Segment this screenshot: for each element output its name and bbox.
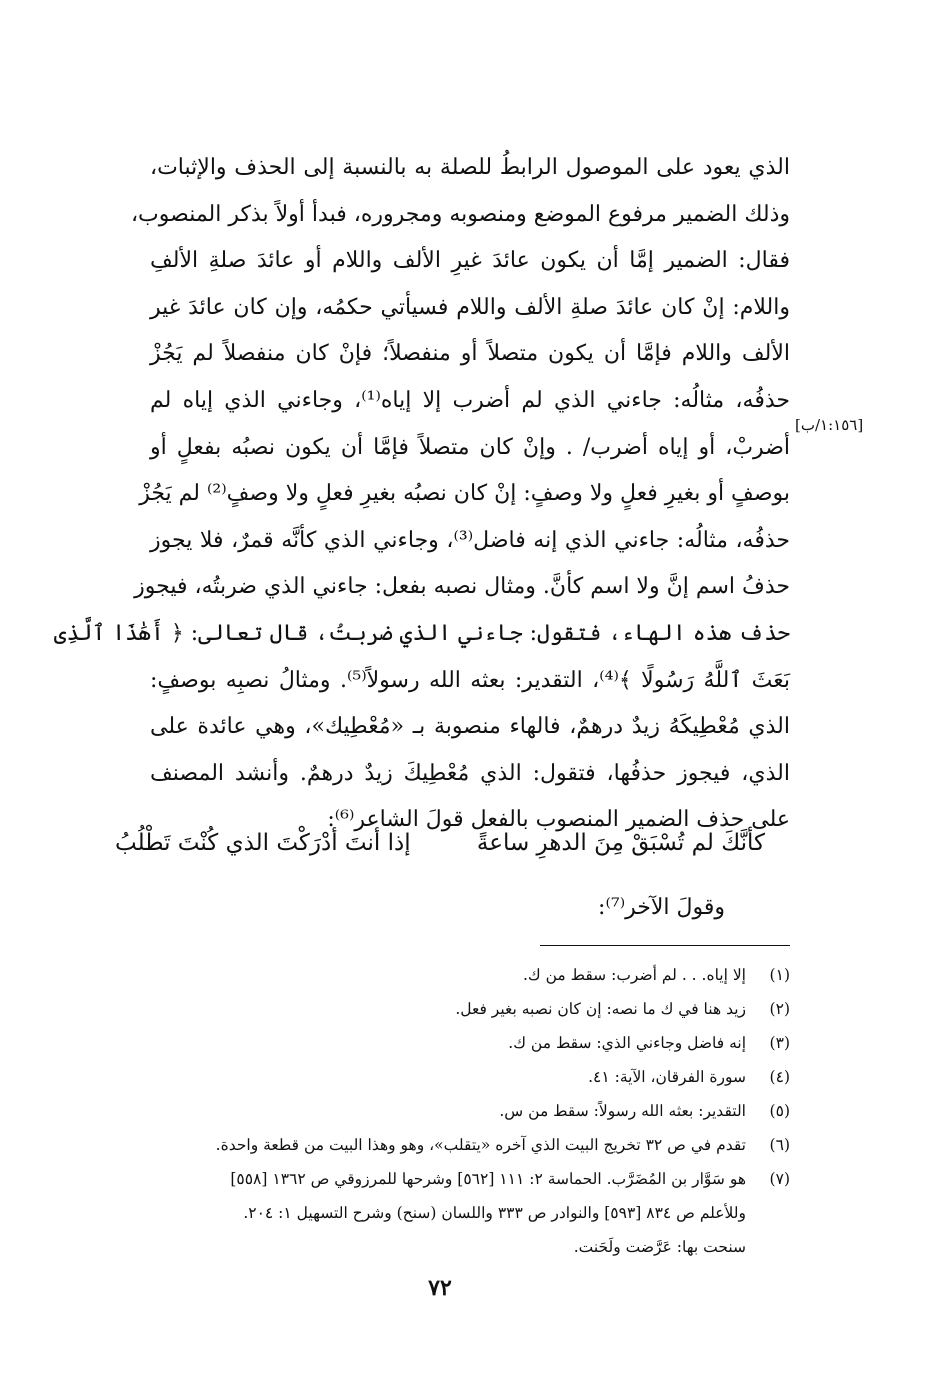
footnote-text: هو سَوَّار بن المُضَرَّب. الحماسة ٢: ١١١ [٥٦٢] وشرحها للمرزوقي ص ١٣٦٢ [٥٥٨]	[230, 1170, 746, 1188]
text-line: حذف هذه الهاء، فتقول: جاءني الذي ضربتُ، قال تعالى: ﴿ أَهَٰذَا ٱلَّذِى	[53, 620, 790, 646]
footnote-number: (٧)	[769, 1170, 790, 1188]
text-line: فقال: الضمير إمَّا أن يكون عائدَ غيرِ الألف واللام أو عائدَ صلةِ الألفِ	[150, 248, 790, 274]
text-line: الذي يعود على الموصول الرابطُ للصلة به بالنسبة إلى الحذف والإثبات،	[150, 155, 790, 180]
footnote-text: سورة الفرقان، الآية: ٤١.	[588, 1068, 746, 1086]
text-line: حذفُه، مثالُه: جاءني الذي لم أضرب إلا إياه⁽¹⁾، وجاءني الذي إياه لم	[150, 387, 790, 413]
text-line: الذي، فيجوز حذفُها، فتقول: الذي مُعْطِيكَ زيدٌ درهمٌ. وأنشد المصنف	[150, 760, 790, 786]
footnote-text: زيد هنا في ك ما نصه: إن كان نصبه بغير فعل.	[455, 1000, 746, 1018]
footnote-number: (٢)	[769, 1000, 790, 1018]
footnotes	[130, 958, 790, 1264]
footnote-text: إنه فاضل وجاءني الذي: سقط من ك.	[508, 1034, 746, 1052]
footnote-divider	[540, 945, 790, 946]
manuscript-folio-note: [١:١٥٦/ب]	[795, 416, 864, 434]
footnote	[130, 1060, 790, 1094]
text-line: حذفُه، مثالُه: جاءني الذي إنه فاضل⁽³⁾، وجاءني الذي كأنَّه قمرٌ، فلا يجوز	[150, 527, 791, 553]
footnote-number: (٦)	[769, 1136, 790, 1154]
footnote	[130, 1128, 790, 1162]
footnote-text: تقدم في ص ٣٢ تخريج البيت الذي آخره «يتقلب»، وهو وهذا البيت من قطعة واحدة.	[215, 1136, 746, 1154]
text-line: واللام: إنْ كان عائدَ صلةِ الألف واللام فسيأتي حكمُه، وإن كان عائدَ غير	[150, 294, 790, 320]
after-verse-text: وقولَ الآخر⁽⁷⁾:	[598, 895, 725, 920]
footnote-text: التقدير: بعثه الله رسولاً: سقط من س.	[499, 1102, 746, 1120]
text-line: الذي مُعْطِيكَهُ زيدٌ درهمٌ، فالهاء منصوبة بـ «مُعْطِيك»، وهي عائدة على	[150, 714, 790, 740]
text-line: على حذف الضمير المنصوب بالفعل قولَ الشاعر⁽⁶⁾:	[327, 807, 790, 833]
footnote	[130, 1026, 790, 1060]
footnote	[130, 958, 790, 992]
footnote-continuation: وللأعلم ص ٨٣٤ [٥٩٣] والنوادر ص ٣٣٣ واللسان (سنح) وشرح التسهيل ١: ٢٠٤.	[243, 1204, 746, 1222]
footnote	[130, 992, 790, 1026]
footnote-number: (١)	[769, 966, 790, 984]
footnote	[130, 1162, 790, 1196]
footnote-continuation: سنحت بها: عَرَّضت ولَحَنت.	[573, 1238, 746, 1256]
footnote-number: (٣)	[769, 1034, 790, 1052]
verse-first-hemistich: كأنَّكَ لم تُسْبَقْ مِنَ الدهرِ ساعةً	[476, 830, 765, 856]
text-line: بوصفٍ أو بغيرِ فعلٍ ولا وصفٍ: إنْ كان نصبُه بغيرِ فعلٍ ولا وصفٍ⁽²⁾ لم يَجُزْ	[139, 481, 790, 507]
poetry-verse	[115, 818, 765, 868]
footnote-number: (٤)	[769, 1068, 790, 1086]
footnote	[130, 1094, 790, 1128]
text-line: أضربْ، أو إياه أضرب/ . وإنْ كان متصلاً فإمَّا أن يكون نصبُه بفعلٍ أو	[150, 434, 790, 460]
text-line: حذفُ اسم إنَّ ولا اسم كأنَّ. ومثال نصبه بفعل: جاءني الذي ضربتُه، فيجوز	[134, 574, 790, 600]
footnote-text: إلا إياه. . . لم أضرب: سقط من ك.	[522, 966, 746, 984]
footnote-number: (٥)	[769, 1102, 790, 1120]
text-line: بَعَثَ ٱللَّهُ رَسُولًا ﴾⁽⁴⁾، التقدير: بعثه الله رسولاً⁽⁵⁾. ومثالُ نصبِه بوصفٍ:	[150, 667, 790, 693]
text-line: الألف واللام فإمَّا أن يكون متصلاً أو منفصلاً؛ فإنْ كان منفصلاً لم يَجُزْ	[150, 341, 790, 367]
verse-second-hemistich: إذا أنتَ أدْرَكْتَ الذي كُنْتَ تَطْلُبُ	[115, 830, 411, 856]
page-number: ٧٢	[428, 1275, 452, 1301]
text-line: وذلك الضمير مرفوع الموضع ومنصوبه ومجروره، فبدأ أولاً بذكر المنصوب،	[130, 201, 790, 227]
